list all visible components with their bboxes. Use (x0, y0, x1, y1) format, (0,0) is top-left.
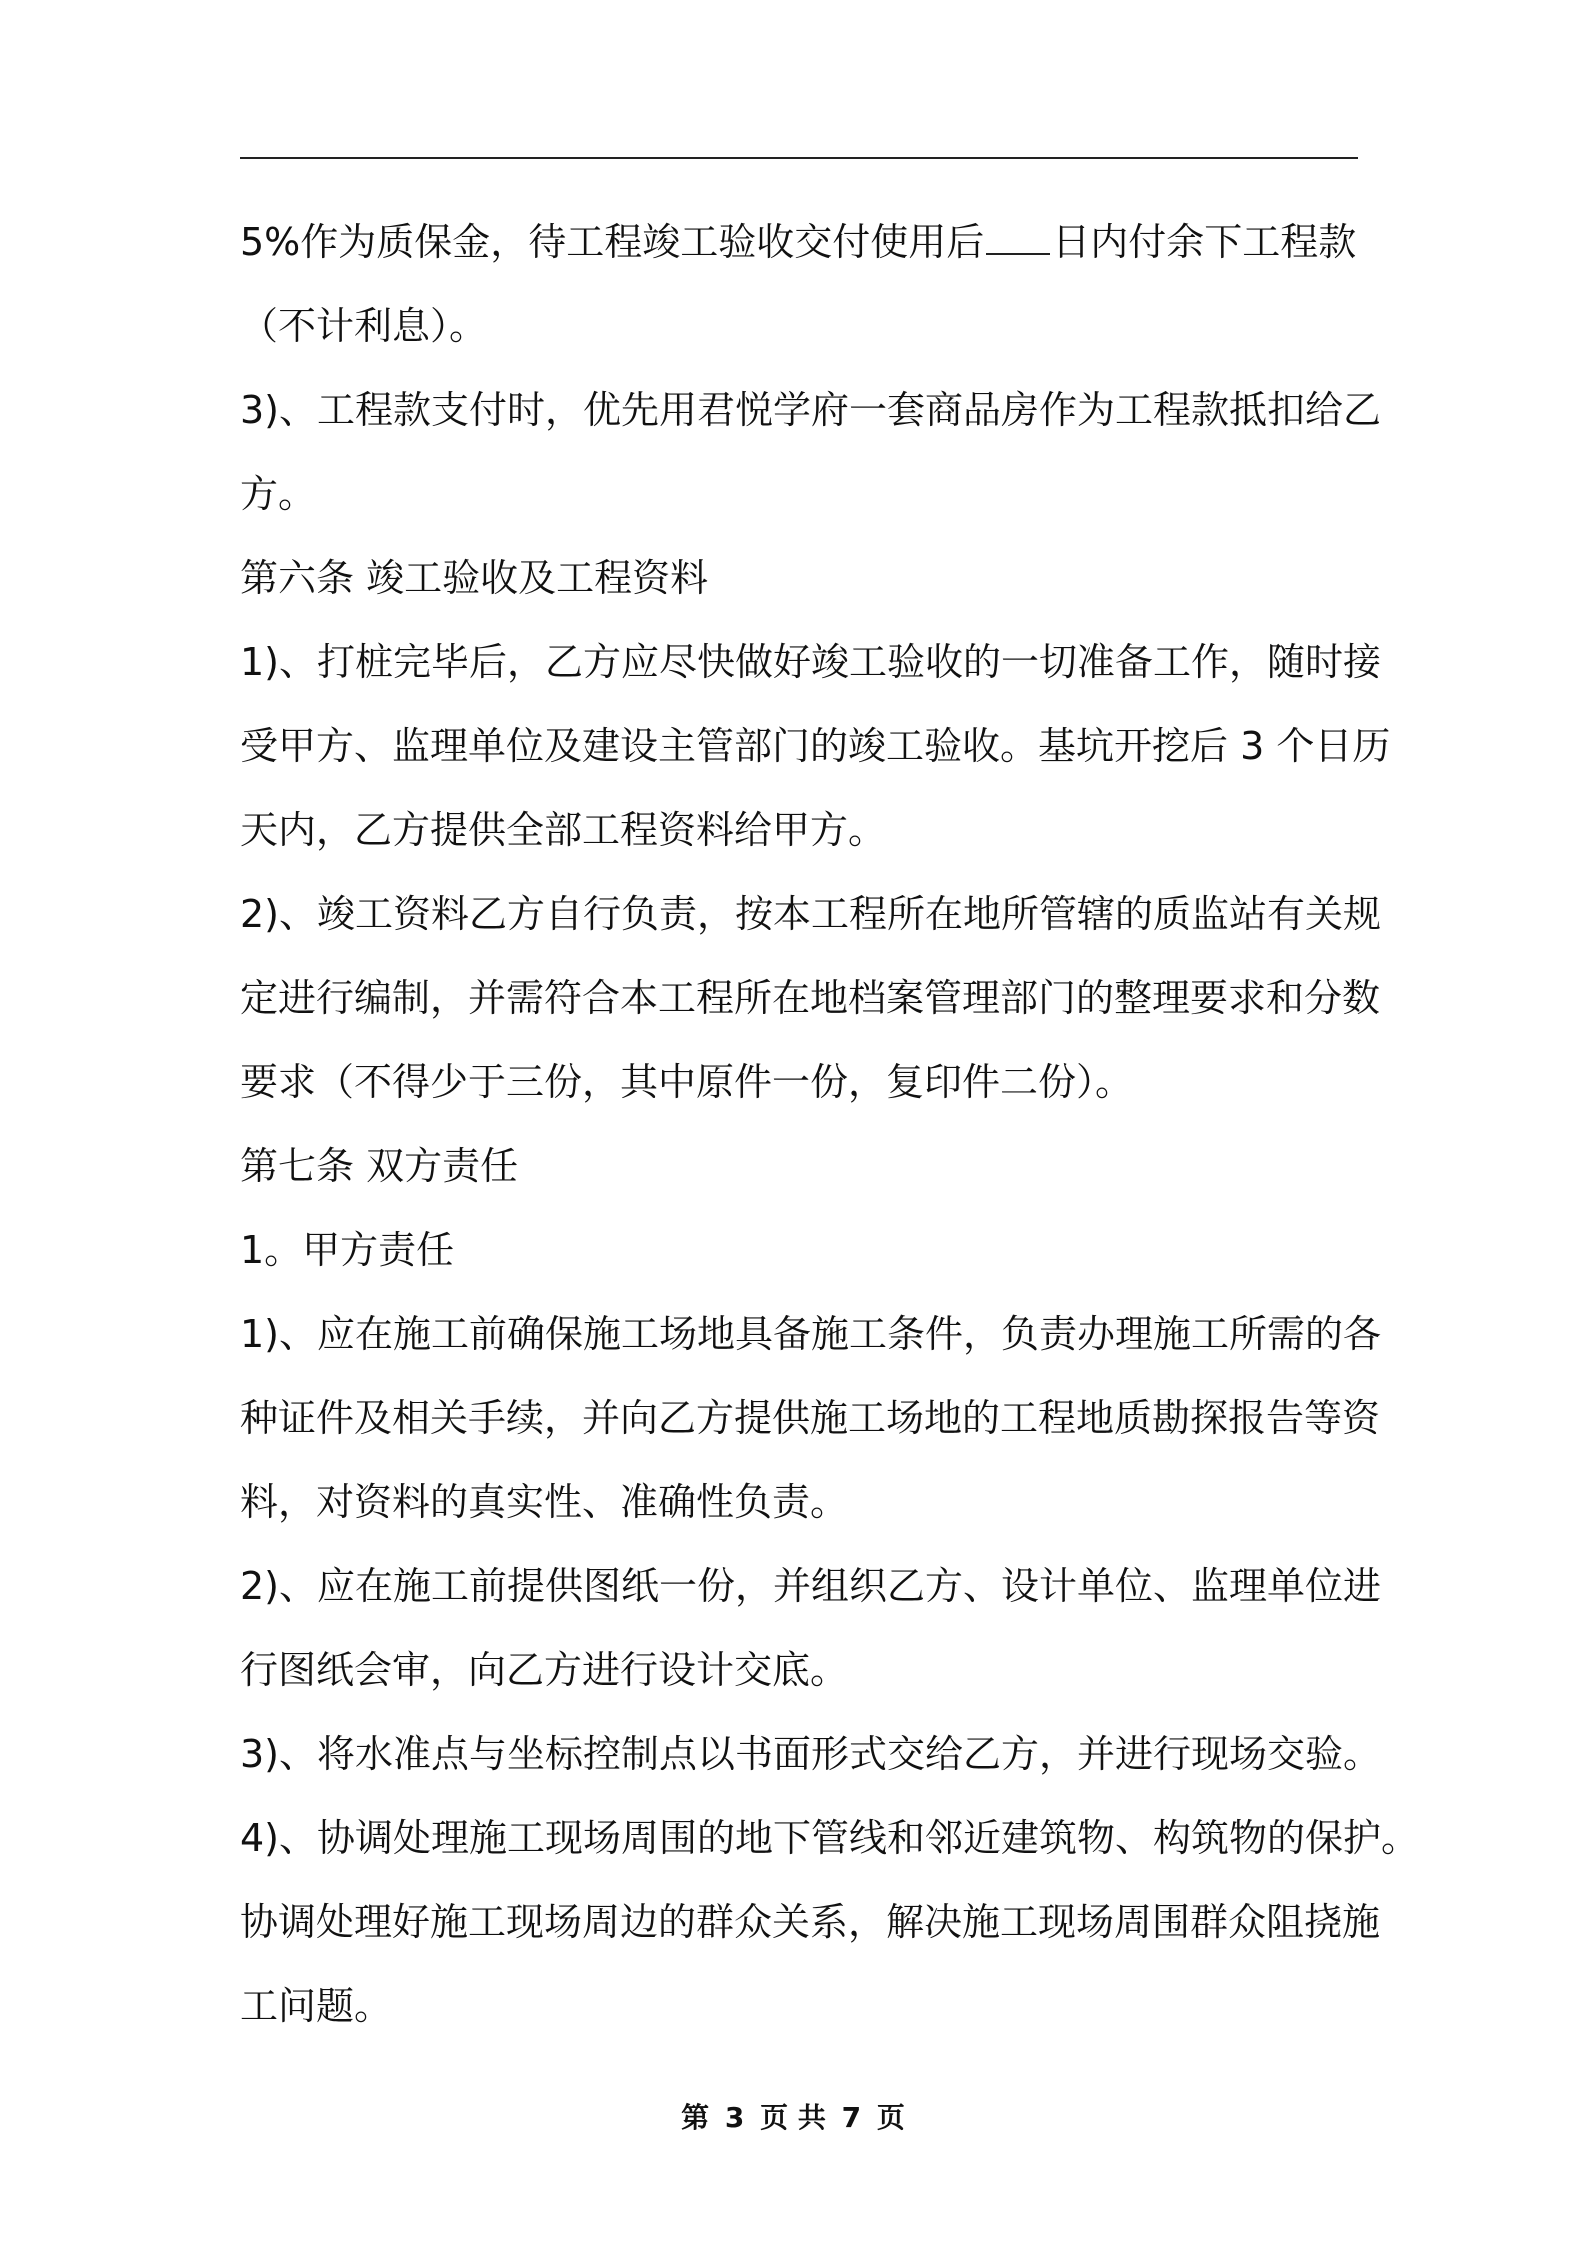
text-line (240, 200, 1358, 284)
document-body (240, 200, 1420, 2048)
text-line: 受甲方、监理单位及建设主管部门的竣工验收。基坑开挖后 3 个日历 (240, 724, 1391, 768)
text-line: 3)、将水准点与坐标控制点以书面形式交给乙方，并进行现场交验。 (240, 1732, 1382, 1776)
text-line: 方。 (240, 472, 317, 516)
text-line: 1)、应在施工前确保施工场地具备施工条件，负责办理施工所需的各 (240, 1312, 1382, 1356)
text-line: 协调处理好施工现场周边的群众关系，解决施工现场周围群众阻挠施 (240, 1900, 1381, 1944)
text-line: 3)、工程款支付时，优先用君悦学府一套商品房作为工程款抵扣给乙 (240, 388, 1382, 432)
text-line: 定进行编制，并需符合本工程所在地档案管理部门的整理要求和分数 (240, 976, 1381, 1020)
text-line: 工问题。 (240, 1984, 393, 2028)
footer-label: 页 共 (760, 2101, 826, 2134)
text-line: （不计利息）。 (240, 304, 488, 348)
fill-in-blank (986, 219, 1050, 255)
footer-label: 页 (876, 2101, 905, 2134)
text-line: 行图纸会审，向乙方进行设计交底。 (240, 1648, 849, 1692)
total-page-count: 7 (841, 2101, 862, 2134)
current-page-number: 3 (724, 2101, 745, 2134)
footer-label: 第 (681, 2101, 710, 2134)
text-segment: 5%作为质保金，待工程竣工验收交付使用后 (240, 220, 985, 264)
page-number-footer (0, 2098, 1586, 2138)
text-line: 天内，乙方提供全部工程资料给甲方。 (240, 808, 887, 852)
subsection-heading: 1。甲方责任 (240, 1228, 455, 1272)
section-heading: 第七条 双方责任 (240, 1144, 519, 1188)
text-line: 1)、打桩完毕后，乙方应尽快做好竣工验收的一切准备工作，随时接 (240, 640, 1382, 684)
text-line: 要求（不得少于三份，其中原件一份，复印件二份）。 (240, 1060, 1134, 1104)
text-line: 4)、协调处理施工现场周围的地下管线和邻近建筑物、构筑物的保护。 (240, 1816, 1420, 1860)
text-line: 2)、应在施工前提供图纸一份，并组织乙方、设计单位、监理单位进 (240, 1564, 1382, 1608)
text-segment: 日内付余下工程款 (1052, 220, 1357, 264)
text-line: 料，对资料的真实性、准确性负责。 (240, 1480, 849, 1524)
text-line: 种证件及相关手续，并向乙方提供施工场地的工程地质勘探报告等资 (240, 1396, 1381, 1440)
header-divider (240, 157, 1358, 159)
section-heading: 第六条 竣工验收及工程资料 (240, 556, 709, 600)
text-line: 2)、竣工资料乙方自行负责，按本工程所在地所管辖的质监站有关规 (240, 892, 1382, 936)
